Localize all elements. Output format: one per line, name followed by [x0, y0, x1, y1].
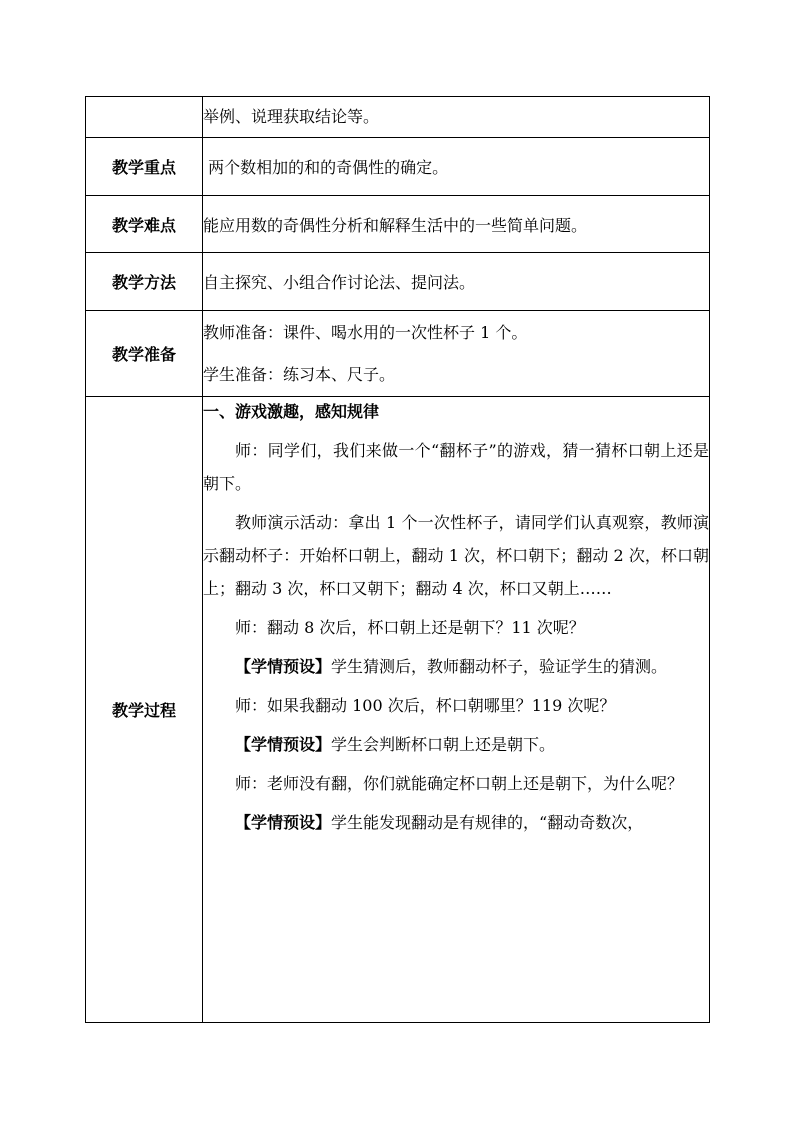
lesson-plan [85, 96, 710, 1023]
row-difficulty [86, 196, 710, 253]
continued-text: 举例、说理获取结论等。 [203, 107, 380, 126]
preset-text-2: 学生会判断杯口朝上还是朝下。 [331, 735, 556, 754]
preset-tag: 【学情预设】 [235, 813, 332, 832]
continued-content [203, 97, 710, 138]
row-process [86, 397, 710, 1023]
preparation-content [203, 311, 710, 397]
process-paragraph-3: 师：翻动 8 次后，杯口朝上还是朝下？11 次呢？ [235, 618, 585, 637]
preparation-label: 教学准备 [86, 311, 203, 397]
method-label: 教学方法 [86, 253, 203, 311]
process-paragraph-4 [203, 650, 709, 683]
empty-label-cell [86, 97, 203, 138]
preset-text-1: 学生猜测后，教师翻动杯子，验证学生的猜测。 [331, 657, 668, 676]
difficulty-label: 教学难点 [86, 196, 203, 253]
method-content: 自主探究、小组合作讨论法、提问法。 [203, 253, 710, 311]
process-paragraph-5: 师：如果我翻动 100 次后，杯口朝哪里？119 次呢？ [235, 696, 616, 715]
preset-tag: 【学情预设】 [235, 735, 332, 754]
process-paragraph-1: 师：同学们，我们来做一个“翻杯子”的游戏，猜一猜杯口朝上还是朝下。 [203, 441, 709, 493]
key-point-content: 两个数相加的和的奇偶性的确定。 [203, 138, 710, 196]
key-point-label: 教学重点 [86, 138, 203, 196]
lesson-plan-table [85, 96, 709, 1024]
row-method [86, 253, 710, 311]
process-paragraph-6 [203, 728, 709, 761]
row-key-point [86, 138, 710, 196]
row-preparation [86, 311, 710, 397]
difficulty-content: 能应用数的奇偶性分析和解释生活中的一些简单问题。 [203, 196, 710, 253]
preset-tag: 【学情预设】 [235, 657, 332, 676]
process-label: 教学过程 [86, 397, 203, 1023]
preset-text-3: 学生能发现翻动是有规律的，“翻动奇数次， [331, 813, 644, 832]
teacher-preparation: 教师准备：课件、喝水用的一次性杯子 1 个。 [203, 322, 528, 342]
process-content [203, 397, 710, 1023]
process-heading: 一、游戏激趣，感知规律 [203, 402, 380, 421]
row-continued [86, 97, 710, 138]
process-paragraph-8 [203, 806, 709, 839]
process-paragraph-2: 教师演示活动：拿出 1 个一次性杯子，请同学们认真观察，教师演示翻动杯子：开始杯口朝上，翻动 1 次，杯口朝下；翻动 2 次，杯口朝上；翻动 3 次，杯口又朝下；翻动 4 次，杯口又朝上…… [203, 513, 709, 598]
student-preparation: 学生准备：练习本、尺子。 [203, 364, 396, 384]
process-paragraph-7: 师：老师没有翻，你们就能确定杯口朝上还是朝下，为什么呢？ [235, 774, 684, 793]
